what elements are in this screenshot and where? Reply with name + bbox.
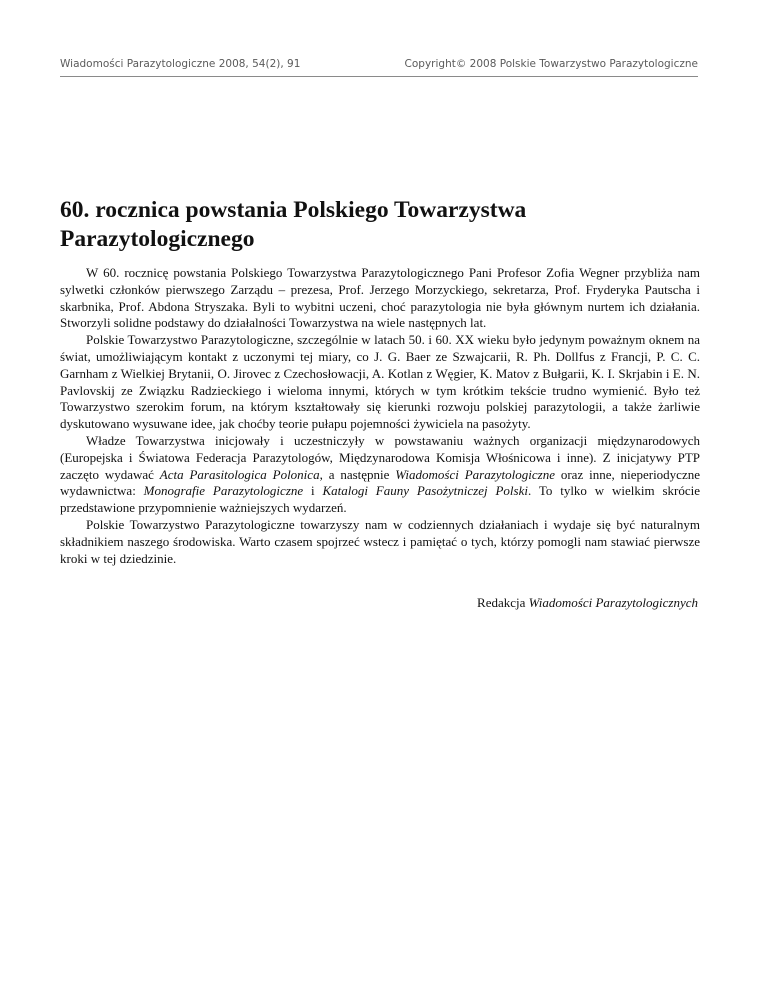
series-name-monografie: Monografie Parazytologiczne [143, 483, 304, 499]
article-title [60, 196, 700, 254]
copyright-notice: Copyright© 2008 Polskie Towarzystwo Parazytologiczne [404, 58, 698, 70]
paragraph-3-text-4: i [303, 483, 323, 499]
paragraph-3-text-1: Władze Towarzystwa inicjowały i uczestniczyły w powstawaniu ważnych organizacji międzynarodowych (Europejska i Światowa Federacja Parazytologów, Międzynarodowa Komisja Włośnicowa i inne). Z inicjatywy PTP zaczęto wydawać [60, 432, 700, 482]
article-title-line-1: 60. rocznica powstania Polskiego Towarzystwa [60, 197, 527, 223]
header-rule [60, 76, 698, 77]
paragraph-2: Polskie Towarzystwo Parazytologiczne, szczególnie w latach 50. i 60. XX wieku było jedynym poważnym oknem na świat, umożliwiającym kontakt z uczonymi tej miary, co J. G. Baer ze Szwajcarii, R. Ph. Dollfus z Francji, P. C. C. Garnham z Wielkiej Brytanii, O. Jirovec z Czechosłowacji, A. Kotlan z Węgier, K. Matov z Bułgarii, K. I. Skrjabin i E. N. Pavlovskij ze Związku Radzieckiego i wieloma innymi, których w tym krótkim tekście trudno wymienić. Było też Towarzystwo szerokim forum, na którym kształtowały się kierunki rozwoju polskiej parazytologii, a także żarliwie dyskutowano wysuwane idee, jak choćby teorie pułapu pojemności żywiciela na pasożyty. [60, 332, 700, 432]
signature-prefix: Redakcja [477, 595, 529, 610]
journal-name-wiadomosci: Wiadomości Parazytologiczne [395, 466, 555, 482]
series-name-katalogi: Katalogi Fauny Pasożytniczej Polski [322, 483, 528, 499]
paragraph-3-text-5: . To tylko w wielkim skrócie przedstawione przypomnienie ważniejszych wydarzeń. [60, 483, 700, 516]
signature-journal: Wiadomości Parazytologicznych [528, 595, 698, 610]
journal-citation: Wiadomości Parazytologiczne 2008, 54(2), 91 [60, 58, 301, 70]
article-title-line-2: Parazytologicznego [60, 226, 255, 252]
paragraph-1: W 60. rocznicę powstania Polskiego Towarzystwa Parazytologicznego Pani Profesor Zofia Wegner przybliża nam sylwetki członków pierwszego Zarządu – prezesa, Prof. Jerzego Morzyckiego, sekretarza, Prof. Fryderyka Pautscha i skarbnika, Prof. Abdona Stryszaka. Byli to wybitni uczeni, choć parazytologia nie była głównym nurtem ich działania. Stworzyli solidne podstawy do działalności Towarzystwa na wiele następnych lat. [60, 265, 700, 331]
running-header [60, 58, 698, 74]
paragraph-4: Polskie Towarzystwo Parazytologiczne towarzyszy nam w codziennych działaniach i wydaje się być naturalnym składnikiem naszego środowiska. Warto czasem spojrzeć wstecz i pamiętać o tych, którzy pomogli nam stawiać pierwsze kroki w tej dziedzinie. [60, 516, 700, 566]
journal-name-acta: Acta Parasitologica Polonica [159, 466, 320, 482]
paragraph-3-text-3: oraz inne, nieperiodyczne wydawnictwa: [60, 466, 700, 499]
editorial-signature [477, 595, 698, 611]
paragraph-3 [60, 433, 700, 517]
article-body [60, 265, 700, 567]
paragraph-3-text-2: , a następnie [319, 466, 396, 482]
